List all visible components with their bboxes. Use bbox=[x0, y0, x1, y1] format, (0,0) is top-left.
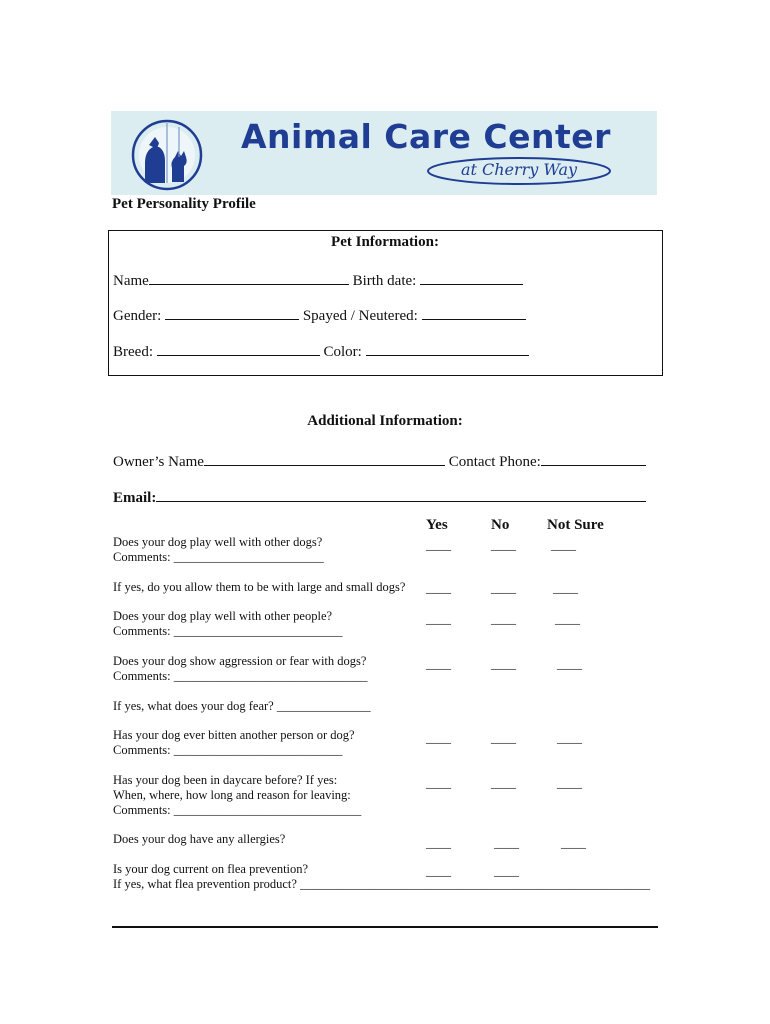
q7-comments[interactable]: Comments: ______________________________ bbox=[113, 803, 362, 817]
q9-product-field[interactable]: If yes, what flea prevention product? ________________________________________________________ bbox=[113, 877, 651, 891]
pet-name-row bbox=[113, 269, 523, 290]
contact-phone-label: Contact Phone: bbox=[448, 454, 541, 470]
q4-text: Does your dog show aggression or fear with dogs? bbox=[113, 654, 367, 668]
q4-yes-blank[interactable]: ____ bbox=[426, 657, 451, 671]
q3-not-sure-blank[interactable]: ____ bbox=[555, 612, 580, 626]
contact-phone-field[interactable] bbox=[541, 450, 646, 466]
breed-label: Breed: bbox=[113, 344, 153, 360]
q2-text: If yes, do you allow them to be with large and small dogs? bbox=[113, 580, 406, 594]
q7-text: Has your dog been in daycare before? If yes: bbox=[113, 773, 338, 787]
birth-date-label: Birth date: bbox=[352, 273, 417, 289]
q4-not-sure-blank[interactable]: ____ bbox=[557, 657, 582, 671]
breed-row bbox=[113, 340, 529, 361]
clinic-name: Animal Care Center bbox=[241, 117, 611, 156]
q7-when-where: When, where, how long and reason for leaving: bbox=[113, 788, 351, 802]
clinic-subtitle: at Cherry Way bbox=[460, 160, 578, 179]
q4-no-blank[interactable]: ____ bbox=[491, 657, 516, 671]
q9-no-blank[interactable]: ____ bbox=[494, 864, 519, 878]
q7-yes-blank[interactable]: ____ bbox=[426, 776, 451, 790]
q6-comments[interactable]: Comments: ___________________________ bbox=[113, 743, 343, 757]
q2-yes-blank[interactable]: ____ bbox=[426, 581, 451, 595]
additional-info-heading: Additional Information: bbox=[307, 413, 463, 429]
color-label: Color: bbox=[323, 344, 362, 360]
q8-yes-blank[interactable]: ____ bbox=[426, 836, 451, 850]
q8-no-blank[interactable]: ____ bbox=[494, 836, 519, 850]
spayed-label: Spayed / Neutered: bbox=[302, 308, 418, 324]
pet-info-heading-text: Pet Information: bbox=[331, 234, 439, 250]
page-title: Pet Personality Profile bbox=[112, 196, 256, 212]
q1-comments[interactable]: Comments: ________________________ bbox=[113, 550, 324, 564]
q2-no-blank[interactable]: ____ bbox=[491, 581, 516, 595]
q6-no-blank[interactable]: ____ bbox=[491, 731, 516, 745]
q1-no-blank[interactable]: ____ bbox=[491, 538, 516, 552]
q8-text: Does your dog have any allergies? bbox=[113, 832, 286, 846]
gender-row bbox=[113, 304, 526, 325]
col-not-sure: Not Sure bbox=[547, 517, 604, 533]
q9-text: Is your dog current on flea prevention? bbox=[113, 862, 309, 876]
q1-not-sure-blank[interactable]: ____ bbox=[551, 538, 576, 552]
pet-name-field[interactable] bbox=[149, 269, 349, 285]
color-field[interactable] bbox=[366, 340, 529, 356]
pet-logo-icon bbox=[123, 117, 213, 193]
breed-field[interactable] bbox=[157, 340, 320, 356]
q3-no-blank[interactable]: ____ bbox=[491, 612, 516, 626]
email-label: Email: bbox=[113, 490, 157, 506]
q8-not-sure-blank[interactable]: ____ bbox=[561, 836, 586, 850]
q1-yes-blank[interactable]: ____ bbox=[426, 538, 451, 552]
owner-name-label: Owner’s Name bbox=[113, 454, 204, 470]
pet-info-heading bbox=[112, 234, 658, 251]
email-row bbox=[113, 486, 646, 507]
q5-text[interactable]: If yes, what does your dog fear? _______________ bbox=[113, 699, 371, 713]
q2-not-sure-blank[interactable]: ____ bbox=[553, 581, 578, 595]
header-banner bbox=[111, 111, 657, 195]
q6-not-sure-blank[interactable]: ____ bbox=[557, 731, 582, 745]
footer-divider bbox=[112, 926, 658, 928]
q7-not-sure-blank[interactable]: ____ bbox=[557, 776, 582, 790]
q9-yes-blank[interactable]: ____ bbox=[426, 864, 451, 878]
q3-text: Does your dog play well with other people? bbox=[113, 609, 333, 623]
gender-label: Gender: bbox=[113, 308, 162, 324]
name-label: Name bbox=[113, 273, 149, 289]
owner-name-field[interactable] bbox=[204, 450, 445, 466]
q6-text: Has your dog ever bitten another person or dog? bbox=[113, 728, 355, 742]
birth-date-field[interactable] bbox=[420, 269, 523, 285]
q3-comments[interactable]: Comments: ___________________________ bbox=[113, 624, 343, 638]
col-no: No bbox=[491, 517, 510, 533]
owner-row bbox=[113, 450, 646, 471]
col-yes: Yes bbox=[426, 517, 448, 533]
q3-yes-blank[interactable]: ____ bbox=[426, 612, 451, 626]
gender-field[interactable] bbox=[165, 304, 299, 320]
q7-no-blank[interactable]: ____ bbox=[491, 776, 516, 790]
spayed-field[interactable] bbox=[422, 304, 526, 320]
q4-comments[interactable]: Comments: _______________________________ bbox=[113, 669, 368, 683]
email-field[interactable] bbox=[156, 486, 646, 502]
q1-text: Does your dog play well with other dogs? bbox=[113, 535, 323, 549]
q6-yes-blank[interactable]: ____ bbox=[426, 731, 451, 745]
